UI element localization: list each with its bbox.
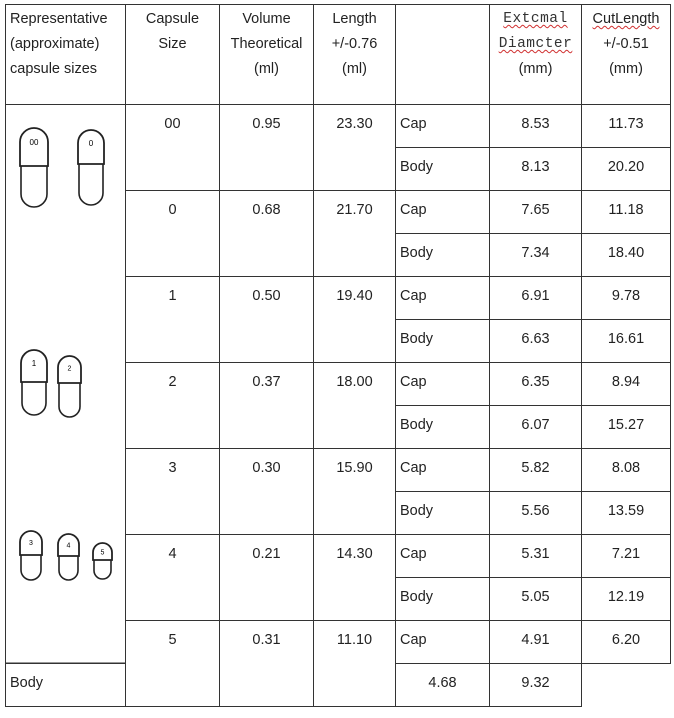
length: 23.30 — [314, 105, 396, 191]
body-cut-length: 13.59 — [582, 492, 671, 535]
volume: 0.37 — [220, 363, 314, 449]
part-cap: Cap — [396, 535, 490, 578]
header-external-diameter: Extcmal Diamcter (mm) — [490, 5, 582, 105]
body-diameter: 7.34 — [490, 234, 582, 277]
header-representative: Representative (approximate) capsule sizes — [6, 5, 126, 105]
part-body: Body — [396, 234, 490, 277]
part-cap: Cap — [396, 191, 490, 234]
capsule-illustrations — [5, 106, 127, 666]
volume: 0.31 — [220, 621, 314, 707]
cap-cut-length: 8.08 — [582, 449, 671, 492]
capsule-size-label: 0 — [88, 139, 94, 148]
body-cut-length: 9.32 — [490, 664, 582, 707]
length: 21.70 — [314, 191, 396, 277]
volume: 0.95 — [220, 105, 314, 191]
body-diameter: 4.68 — [396, 664, 490, 707]
body-diameter: 8.13 — [490, 148, 582, 191]
part-cap: Cap — [396, 449, 490, 492]
header-cut-length: CutLength +/-0.51 (mm) — [582, 5, 671, 105]
length: 14.30 — [314, 535, 396, 621]
cap-diameter: 5.31 — [490, 535, 582, 578]
capsule-icon — [20, 128, 48, 207]
body-diameter: 5.56 — [490, 492, 582, 535]
volume: 0.21 — [220, 535, 314, 621]
header-length: Length +/-0.76 (ml) — [314, 5, 396, 105]
capsule-size-label: 5 — [100, 549, 105, 557]
cap-cut-length: 7.21 — [582, 535, 671, 578]
cap-diameter: 6.91 — [490, 277, 582, 320]
header-volume: Volume Theoretical (ml) — [220, 5, 314, 105]
capsule-size-label: 1 — [31, 359, 37, 368]
capsule-size-label: 3 — [29, 540, 33, 547]
capsule-size: 1 — [126, 277, 220, 363]
part-cap: Cap — [396, 277, 490, 320]
capsule-size-label: 00 — [29, 138, 39, 147]
capsule-size: 00 — [126, 105, 220, 191]
body-diameter: 5.05 — [490, 578, 582, 621]
capsule-icon — [20, 531, 42, 580]
cap-cut-length: 6.20 — [582, 621, 671, 664]
capsule-size-label: 4 — [66, 542, 71, 550]
capsule-size: 3 — [126, 449, 220, 535]
capsule-icon — [21, 350, 47, 415]
part-body: Body — [396, 492, 490, 535]
volume: 0.68 — [220, 191, 314, 277]
capsule-icon — [78, 130, 104, 205]
header-part-blank — [396, 5, 490, 105]
capsule-icon — [58, 534, 79, 580]
cap-cut-length: 11.73 — [582, 105, 671, 148]
body-diameter: 6.63 — [490, 320, 582, 363]
part-body: Body — [396, 578, 490, 621]
body-cut-length: 18.40 — [582, 234, 671, 277]
length: 19.40 — [314, 277, 396, 363]
body-cut-length: 15.27 — [582, 406, 671, 449]
cap-cut-length: 11.18 — [582, 191, 671, 234]
capsule-size-label: 2 — [67, 365, 72, 373]
capsule-size: 4 — [126, 535, 220, 621]
cap-diameter: 5.82 — [490, 449, 582, 492]
body-cut-length: 20.20 — [582, 148, 671, 191]
capsule-size: 0 — [126, 191, 220, 277]
cap-diameter: 4.91 — [490, 621, 582, 664]
body-cut-length: 16.61 — [582, 320, 671, 363]
header-capsule-size: Capsule Size — [126, 5, 220, 105]
cap-diameter: 6.35 — [490, 363, 582, 406]
part-cap: Cap — [396, 621, 490, 664]
part-body: Body — [396, 148, 490, 191]
part-body: Body — [6, 664, 126, 707]
part-cap: Cap — [396, 363, 490, 406]
volume: 0.30 — [220, 449, 314, 535]
cap-diameter: 8.53 — [490, 105, 582, 148]
capsule-icon — [58, 356, 81, 417]
volume: 0.50 — [220, 277, 314, 363]
length: 15.90 — [314, 449, 396, 535]
cap-cut-length: 8.94 — [582, 363, 671, 406]
cap-diameter: 7.65 — [490, 191, 582, 234]
length: 18.00 — [314, 363, 396, 449]
part-cap: Cap — [396, 105, 490, 148]
body-cut-length: 12.19 — [582, 578, 671, 621]
capsule-size: 2 — [126, 363, 220, 449]
cap-cut-length: 9.78 — [582, 277, 671, 320]
capsule-icon — [93, 543, 112, 579]
body-diameter: 6.07 — [490, 406, 582, 449]
length: 11.10 — [314, 621, 396, 707]
part-body: Body — [396, 320, 490, 363]
capsule-size: 5 — [126, 621, 220, 707]
part-body: Body — [396, 406, 490, 449]
